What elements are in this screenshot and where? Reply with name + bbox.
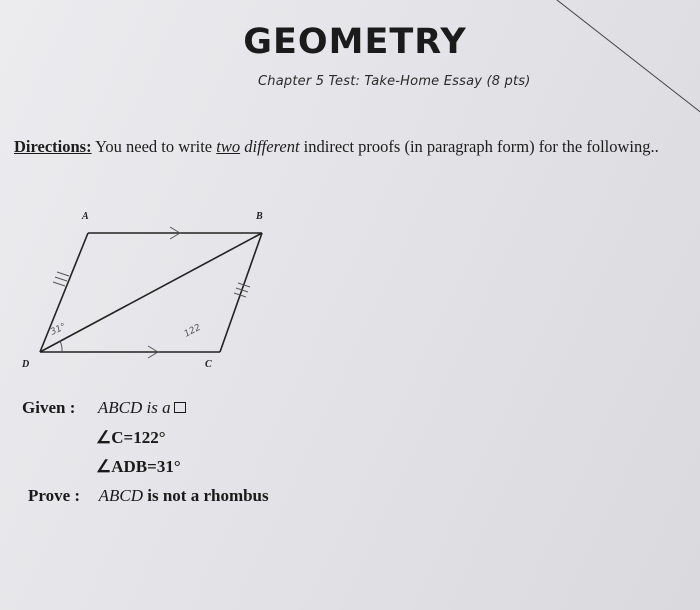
given-label: Given : [22, 398, 76, 417]
given-line-1 [22, 398, 186, 418]
prove-line [28, 486, 269, 506]
directions-emphasis-two: two [216, 137, 241, 156]
directions-text-before: You need to write [95, 137, 213, 156]
given-line-3 [96, 457, 181, 477]
vertex-label-c: C [205, 359, 212, 370]
vertex-label-b: B [256, 211, 263, 222]
diagonal-bd [40, 233, 262, 352]
side-da [40, 233, 88, 352]
annotation-angle-c: 122 [182, 322, 203, 340]
parallelogram-figure [0, 195, 320, 385]
tick-marks-bc [234, 283, 250, 297]
directions-text-after: indirect proofs (in paragraph form) for the following.. [303, 137, 659, 156]
directions-label: Directions: [14, 137, 92, 156]
annotation-angle-d: 31° [49, 321, 68, 338]
given-line-1-rest: is a [146, 398, 171, 417]
angle-arc-d [60, 341, 62, 352]
page-subtitle: Chapter 5 Test: Take-Home Essay (8 pts) [258, 74, 531, 89]
directions-paragraph [14, 137, 700, 157]
prove-statement: is not a rhombus [147, 486, 269, 505]
page-title: GEOMETRY [243, 22, 467, 62]
parallelogram-symbol-icon [174, 402, 186, 413]
prove-label: Prove : [28, 486, 81, 505]
given-figure-name: ABCD [97, 398, 143, 417]
given-angle-c: ∠C=122° [96, 428, 166, 447]
prove-figure-name: ABCD [98, 486, 143, 505]
vertex-label-d: D [22, 359, 30, 370]
tick-marks-da [53, 272, 69, 286]
vertex-label-a: A [82, 211, 89, 222]
given-angle-adb: ∠ADB=31° [96, 457, 181, 476]
given-line-2 [96, 428, 166, 448]
directions-emphasis-different: different [244, 137, 300, 156]
side-bc [220, 233, 262, 352]
